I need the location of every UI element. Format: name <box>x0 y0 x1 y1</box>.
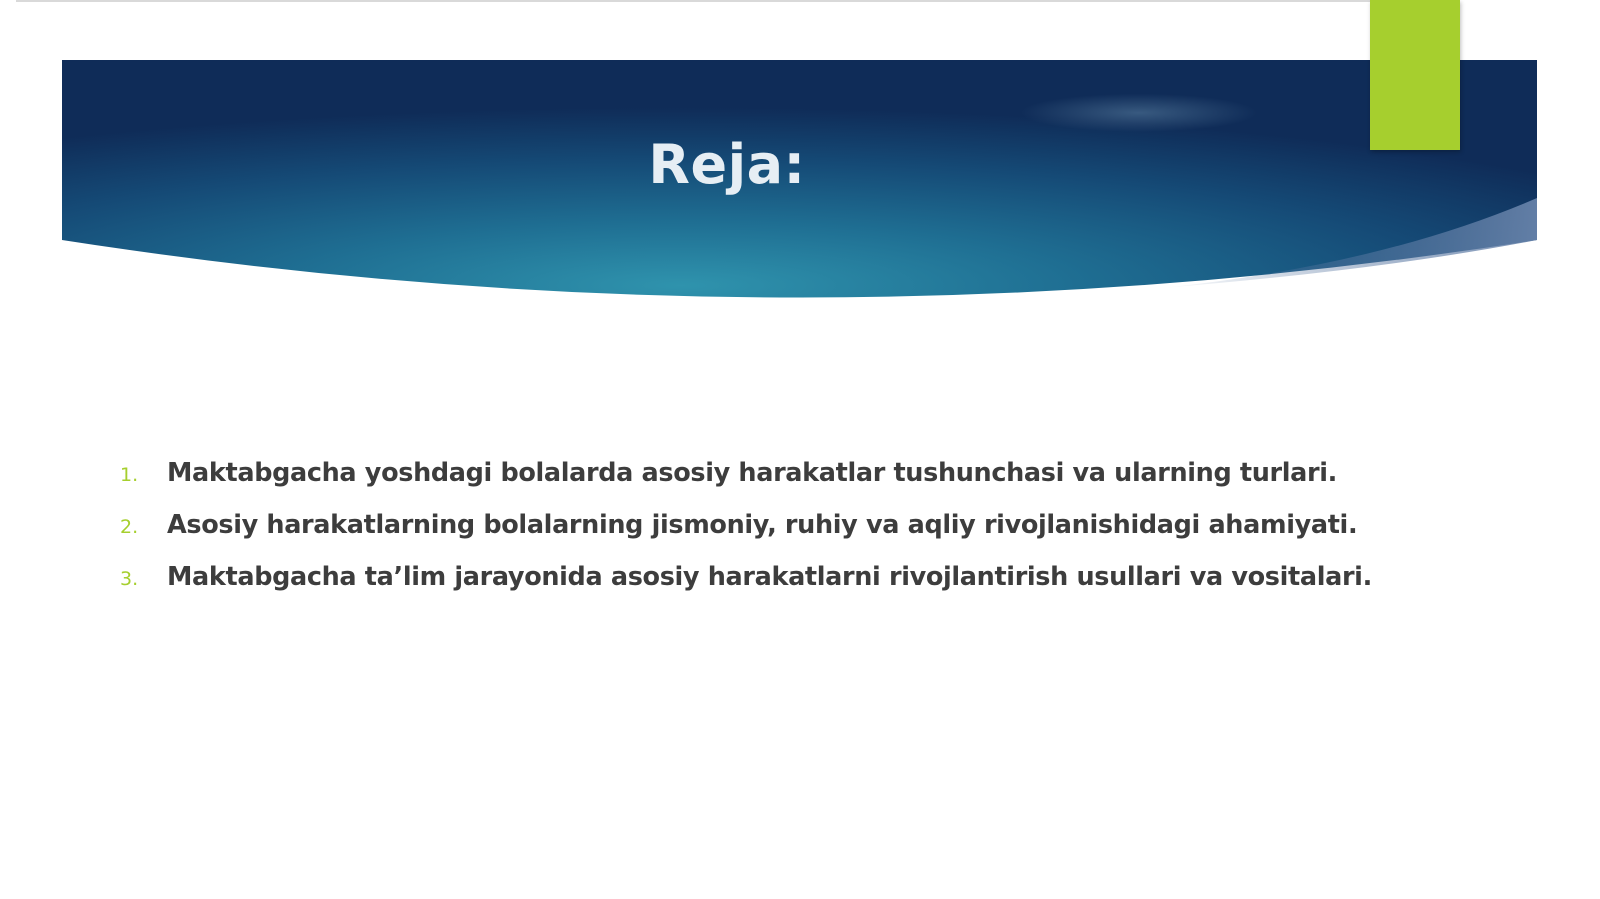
list-item-text: Maktabgacha yoshdagi bolalarda asosiy harakatlar tushunchasi va ularning turlari. <box>167 458 1337 488</box>
list-item-text: Asosiy harakatlarning bolalarning jismoniy, ruhiy va aqliy rivojlanishidagi ahamiyati. <box>167 510 1358 540</box>
plan-list <box>120 458 1570 614</box>
list-item <box>120 510 1570 562</box>
slide-title: Reja: <box>648 133 806 196</box>
list-item-number: 3. <box>120 568 139 590</box>
accent-tab <box>1370 0 1460 150</box>
list-item-text: Maktabgacha ta’lim jarayonida asosiy harakatlarni rivojlantirish usullari va vositalari. <box>167 562 1372 592</box>
top-divider <box>16 0 1456 2</box>
list-item-number: 2. <box>120 516 139 538</box>
list-item-number: 1. <box>120 464 139 486</box>
list-item <box>120 562 1570 614</box>
list-item <box>120 458 1570 510</box>
